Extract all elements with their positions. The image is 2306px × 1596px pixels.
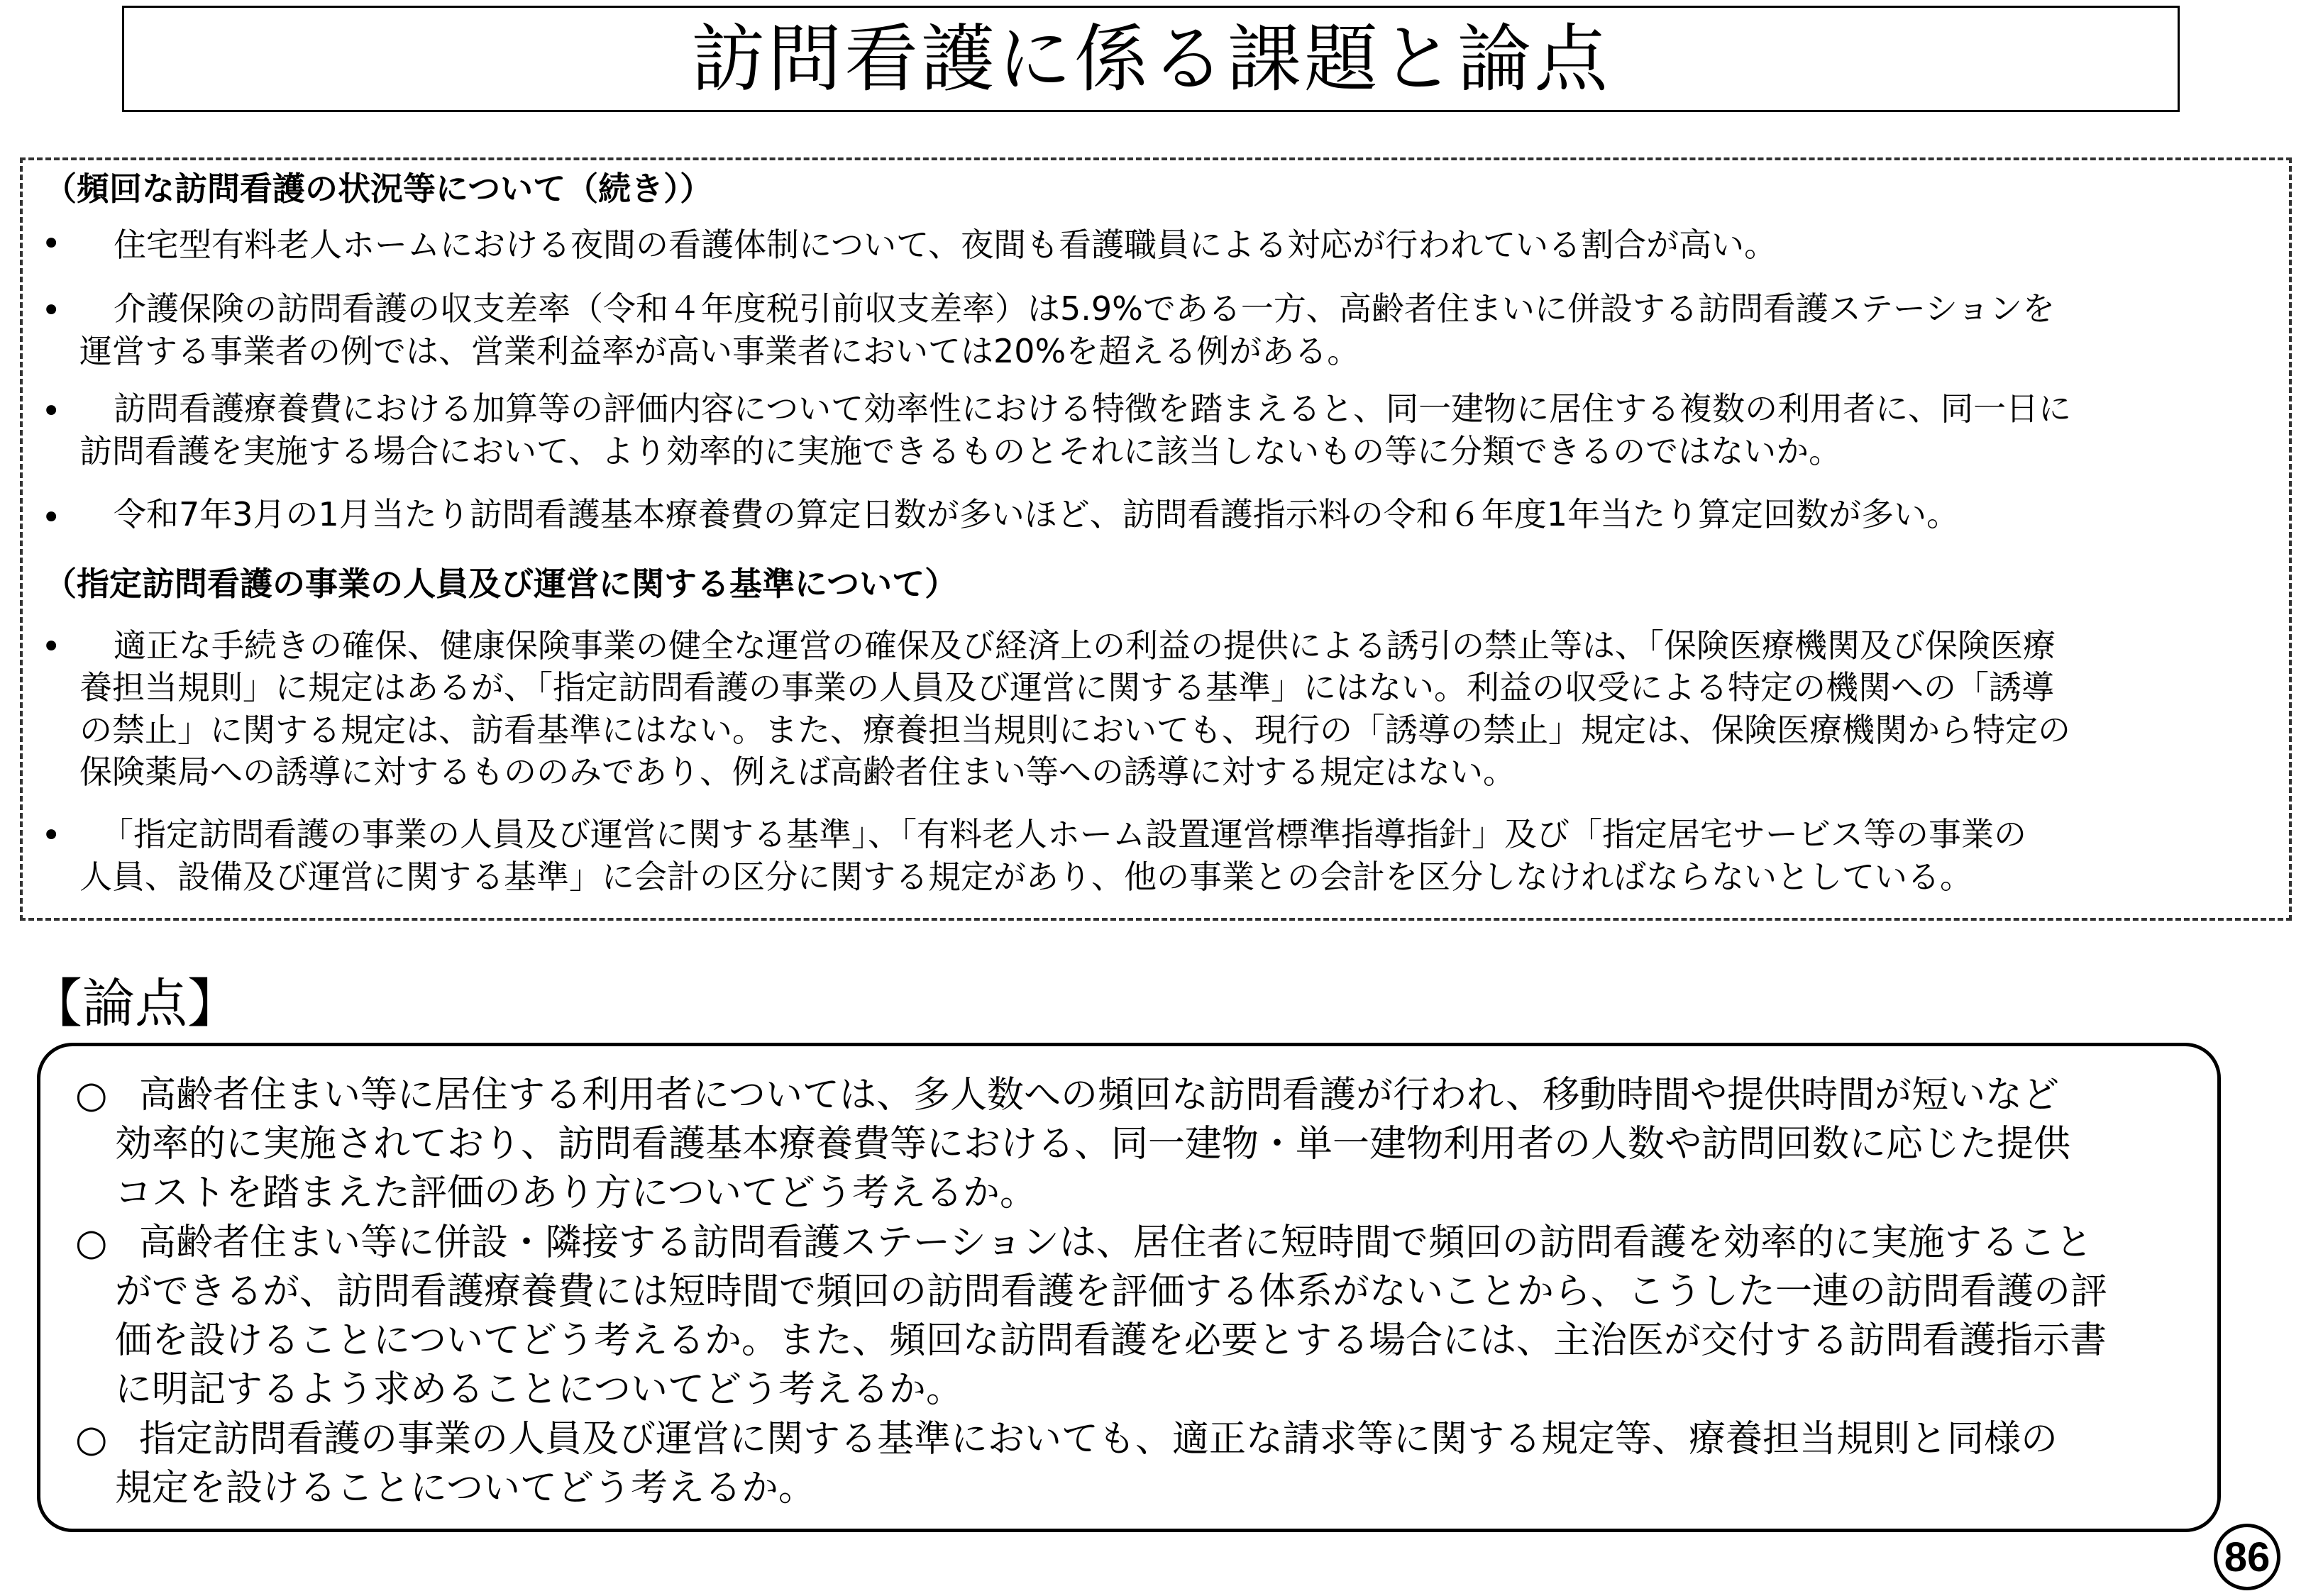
issue-line: 訪問看護を実施する場合において、より効率的に実施できるものとそれに該当しないもの等に分類できるのではないか。: [79, 432, 1842, 470]
discussion-heading: 【論点】: [30, 973, 240, 1034]
discussion-line: 指定訪問看護の事業の人員及び運営に関する基準においても、適正な請求等に関する規定等、療養担当規則と同様の: [139, 1418, 2058, 1461]
discussion-line: 高齢者住まい等に居住する利用者については、多人数への頻回な訪問看護が行われ、移動時間や提供時間が短いなど: [139, 1074, 2060, 1116]
circle-marker: ○: [75, 1221, 108, 1264]
page-number: 86: [2214, 1524, 2280, 1590]
issue-line: 訪問看護療養費における加算等の評価内容について効率性における特徴を踏まえると、同一建物に居住する複数の利用者に、同一日に: [114, 389, 2072, 428]
issue-line: 運営する事業者の例では、営業利益率が高い事業者においては20%を超える例がある。: [79, 332, 1360, 370]
bullet-marker: •: [41, 498, 62, 538]
issue-line: の禁止」に関する規定は、訪看基準にはない。また、療養担当規則においても、現行の「誘導の禁止」規定は、保険医療機関から特定の: [79, 711, 2070, 749]
section-heading-standards: （指定訪問看護の事業の人員及び運営に関する基準について）: [44, 565, 958, 603]
issue-line: 適正な手続きの確保、健康保険事業の健全な運営の確保及び経済上の利益の提供による誘引の禁止等は、「保険医療機関及び保険医療: [114, 626, 2056, 665]
discussion-line: ができるが、訪問看護療養費には短時間で頻回の訪問看護を評価する体系がないことから、こうした一連の訪問看護の評: [115, 1270, 2108, 1313]
discussion-line: 規定を設けることについてどう考えるか。: [115, 1467, 815, 1509]
issue-line: 介護保険の訪問看護の収支差率（令和４年度税引前収支差率）は5.9%である一方、高齢者住まいに併設する訪問看護ステーションを: [114, 289, 2056, 328]
issue-line: 人員、設備及び運営に関する基準」に会計の区分に関する規定があり、他の事業との会計を区分しなければならないとしている。: [79, 858, 1973, 896]
title-box: [122, 6, 2180, 112]
bullet-marker: •: [41, 392, 62, 431]
issue-line: 「指定訪問看護の事業の人員及び運営に関する基準」、「有料老人ホーム設置運営標準指導指針」及び「指定居宅サービス等の事業の: [101, 815, 2026, 853]
discussion-line: コストを踏まえた評価のあり方についてどう考えるか。: [115, 1172, 1037, 1214]
circle-marker: ○: [75, 1074, 108, 1116]
issues-box: [20, 157, 2292, 921]
issue-line: 住宅型有料老人ホームにおける夜間の看護体制について、夜間も看護職員による対応が行われている割合が高い。: [114, 226, 1777, 264]
page-title: 訪問看護に係る課題と論点: [690, 16, 1611, 102]
issue-line: 養担当規則」に規定はあるが、「指定訪問看護の事業の人員及び運営に関する基準」にはない。利益の収受による特定の機関への「誘導: [79, 668, 2054, 706]
bullet-marker: •: [41, 224, 62, 264]
discussion-line: 効率的に実施されており、訪問看護基本療養費等における、同一建物・単一建物利用者の人数や訪問回数に応じた提供: [115, 1123, 2071, 1165]
circle-marker: ○: [75, 1418, 108, 1461]
section-heading-frequent-visits: （頻回な訪問看護の状況等について（続き））: [44, 170, 713, 208]
bullet-marker: •: [41, 627, 62, 667]
bullet-marker: •: [41, 816, 62, 855]
discussion-line: 価を設けることについてどう考えるか。また、頻回な訪問看護を必要とする場合には、主治医が交付する訪問看護指示書: [115, 1319, 2107, 1362]
discussion-line: に明記するよう求めることについてどう考えるか。: [115, 1368, 963, 1411]
issue-line: 保険薬局への誘導に対するもののみであり、例えば高齢者住まい等への誘導に対する規定はない。: [79, 753, 1516, 791]
bullet-marker: •: [41, 291, 62, 331]
discussion-line: 高齢者住まい等に併設・隣接する訪問看護ステーションは、居住者に短時間で頻回の訪問看護を効率的に実施すること: [139, 1221, 2092, 1264]
issue-line: 令和7年3月の1月当たり訪問看護基本療養費の算定日数が多いほど、訪問看護指示料の令和６年度1年当たり算定回数が多い。: [114, 495, 1960, 533]
